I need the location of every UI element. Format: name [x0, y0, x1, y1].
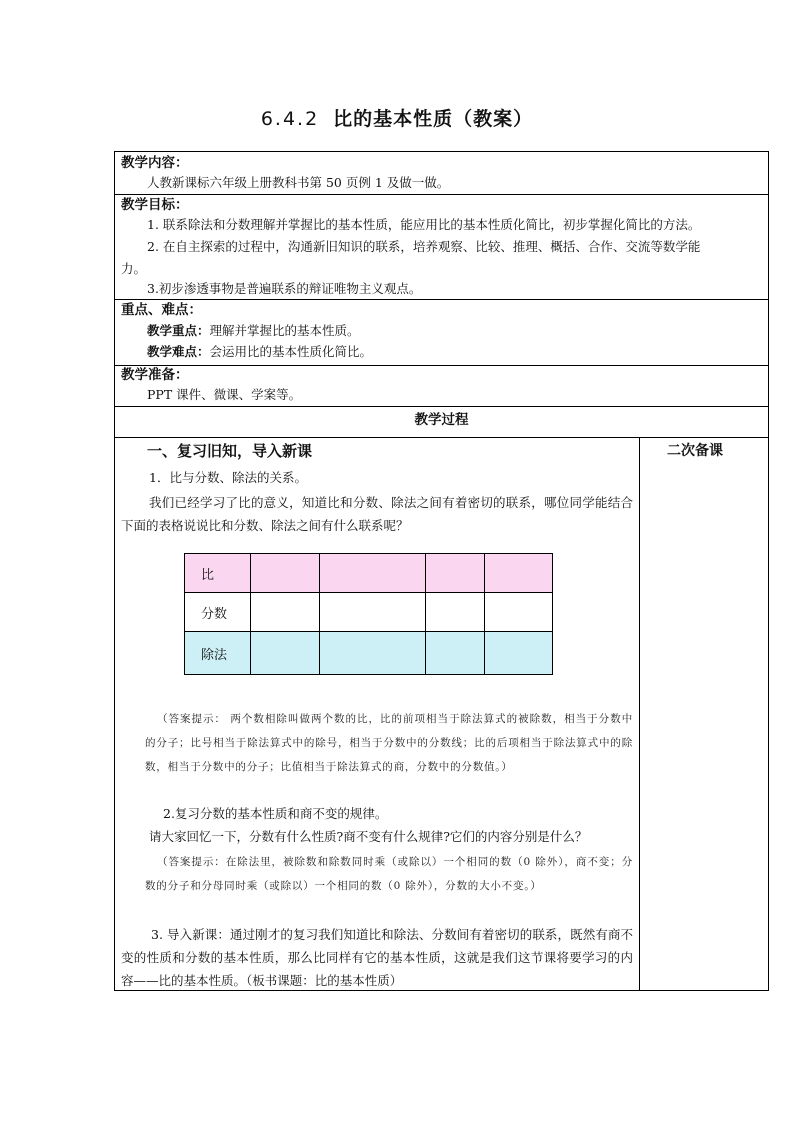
- table-cell: [250, 593, 320, 632]
- difficulty-text: 会运用比的基本性质化简比。: [209, 344, 373, 359]
- step-2-question: 请大家回忆一下，分数有什么性质?商不变有什么规律?它们的内容分别是什么？: [149, 829, 588, 844]
- table-cell: [250, 632, 320, 675]
- table-cell: [485, 593, 553, 632]
- focus-line: [147, 322, 360, 340]
- row-label-fraction: 分数: [185, 593, 251, 632]
- ratio-fraction-division-table: [184, 553, 553, 675]
- table-cell: [485, 554, 553, 593]
- table-cell: [425, 554, 484, 593]
- step-1-question: 我们已经学习了比的意义，知道比和分数、除法之间有着密切的联系，哪位同学能结合下面的表格说说比和分数、除法之间有什么联系呢？: [121, 495, 633, 533]
- content-text: 人教新课标六年级上册教科书第 50 页例 1 及做一做。: [147, 175, 450, 190]
- table-row: [185, 632, 553, 675]
- goal-item: 3.初步渗透事物是普遍联系的辩证唯物主义观点。: [147, 281, 422, 296]
- goal-item: 2. 在自主探索的过程中，沟通新旧知识的联系，培养观察、比较、推理、概括、合作、交流等数学能: [147, 239, 701, 254]
- prep-heading: 教学准备：: [121, 367, 189, 383]
- step-3: 3. 导入新课：通过刚才的复习我们知道比和除法、分数间有着密切的联系，既然有商不变的性质和分数的基本性质，那么比同样有它的基本性质，这就是我们这节课将要学习的内容——比的基本性质。（板书课题：比的基本性质）: [121, 927, 633, 988]
- goal-item: 1. 联系除法和分数理解并掌握比的基本性质，能应用比的基本性质化简比，初步掌握化简比的方法。: [147, 217, 701, 232]
- goals-heading: 教学目标：: [121, 197, 189, 213]
- document-title: [0, 104, 794, 131]
- content-heading: 教学内容：: [121, 155, 189, 171]
- goal-item: 力。: [121, 261, 147, 276]
- section-number: 6.4.2: [260, 108, 320, 130]
- table-cell: [485, 632, 553, 675]
- process-heading: 教学过程: [414, 412, 469, 428]
- row-divider: [115, 299, 768, 300]
- difficulty-label: 教学难点：: [147, 344, 210, 359]
- table-cell: [425, 593, 484, 632]
- table-row: [185, 593, 553, 632]
- column-divider: [639, 437, 640, 991]
- table-cell: [320, 632, 426, 675]
- part-title: 一、复习旧知，导入新课: [147, 442, 313, 460]
- step-1: 1．比与分数、除法的关系。: [149, 470, 307, 485]
- row-label-ratio: 比: [185, 554, 251, 593]
- row-label-division: 除法: [185, 632, 251, 675]
- row-divider: [115, 194, 768, 195]
- row-divider: [115, 406, 768, 407]
- side-heading: 二次备课: [667, 443, 723, 459]
- prep-text: PPT 课件、微课、学案等。: [147, 387, 302, 402]
- answer-hint-1: （答案提示： 两个数相除叫做两个数的比，比的前项相当于除法算式的被除数，相当于分数中的分子；比号相当于除法算式中的除号，相当于分数中的分数线；比的后项相当于除法算式中的除数，相当于分数中的分子；比值相当于除法算式的商，分数中的分数值。）: [145, 713, 633, 773]
- table-row: [185, 554, 553, 593]
- key-heading: 重点、难点：: [121, 302, 202, 318]
- row-divider: [115, 437, 768, 438]
- focus-text: 理解并掌握比的基本性质。: [209, 323, 360, 338]
- answer-hint-2: （答案提示：在除法里，被除数和除数同时乘（或除以）一个相同的数（0 除外），商不变；分数的分子和分母同时乘（或除以）一个相同的数（0 除外），分数的大小不变。）: [145, 856, 633, 892]
- difficulty-line: [147, 343, 372, 361]
- table-cell: [320, 593, 426, 632]
- row-divider: [115, 365, 768, 366]
- step-2: 2.复习分数的基本性质和商不变的规律。: [163, 806, 388, 821]
- title-text: 比的基本性质（教案）: [333, 108, 534, 130]
- table-cell: [250, 554, 320, 593]
- table-cell: [320, 554, 426, 593]
- table-cell: [425, 632, 484, 675]
- focus-label: 教学重点：: [147, 323, 210, 338]
